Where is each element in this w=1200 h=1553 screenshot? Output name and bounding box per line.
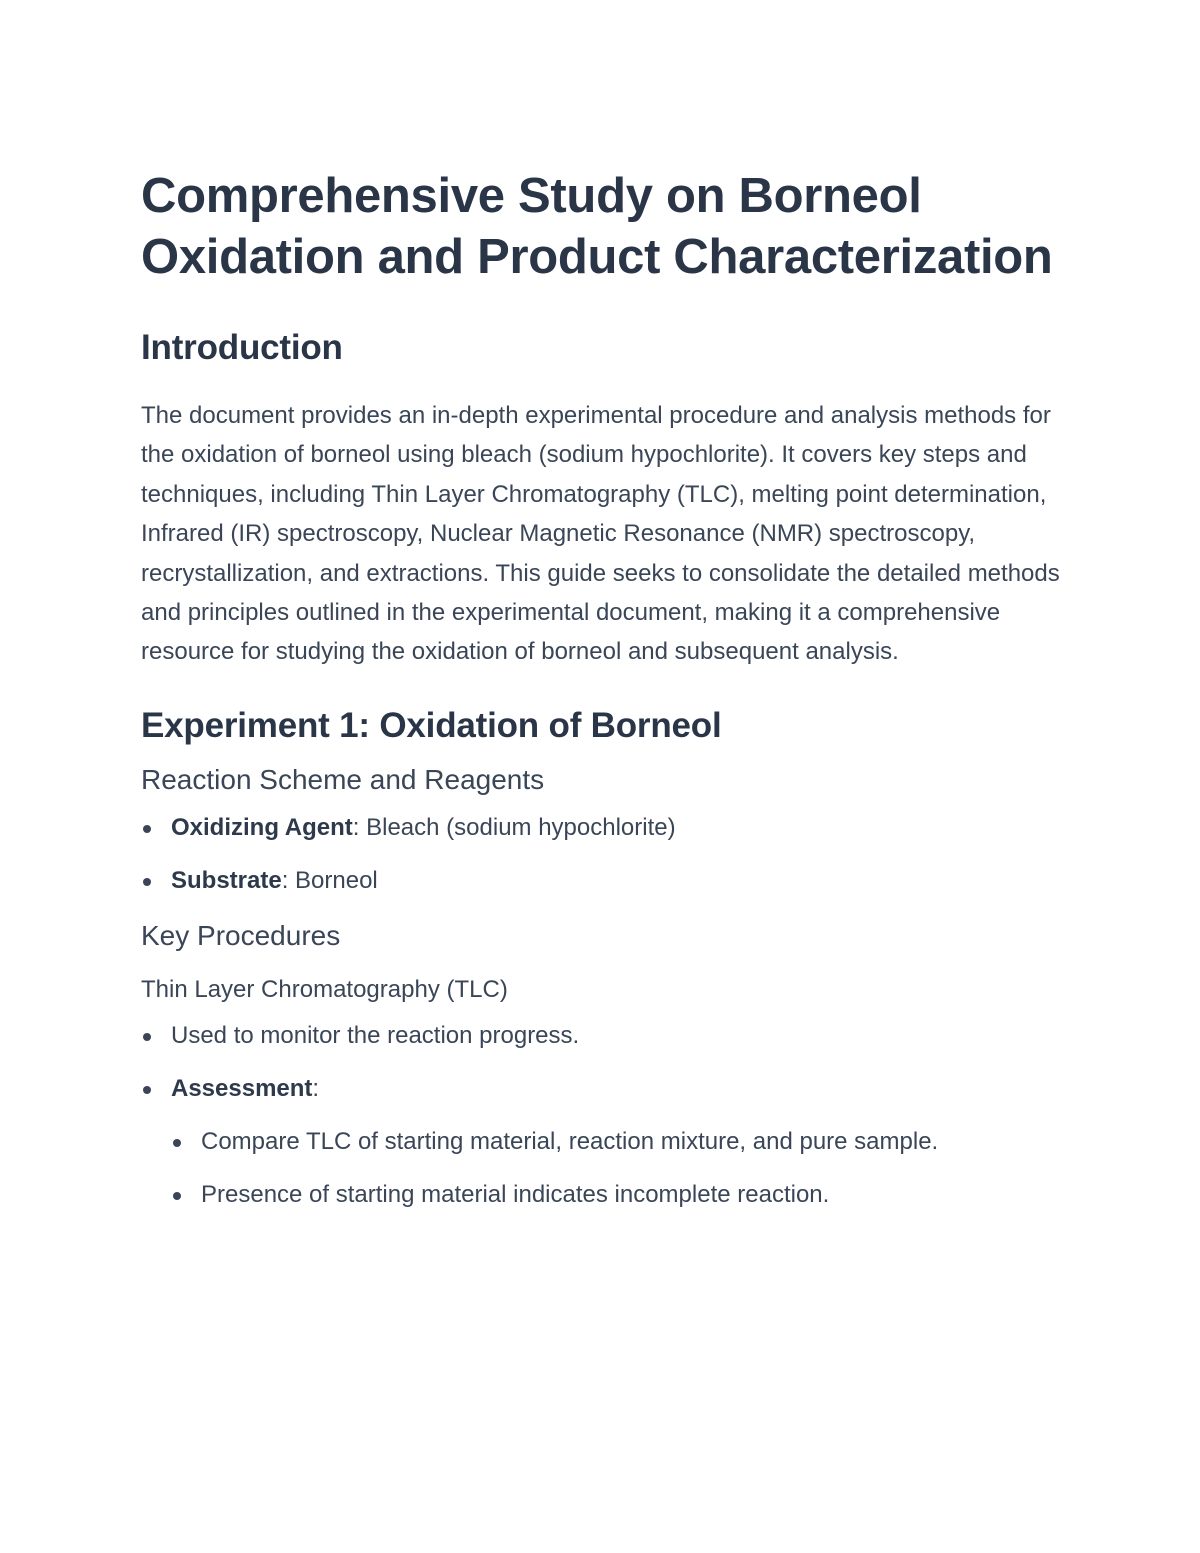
list-item-incomplete-reaction: Presence of starting material indicates incomplete reaction. — [171, 1179, 1061, 1211]
experiment-1-heading: Experiment 1: Oxidation of Borneol — [141, 705, 722, 745]
reagents-list — [141, 812, 1061, 897]
substrate-label: Substrate — [171, 866, 282, 894]
substrate-value: Borneol — [288, 866, 378, 894]
document-title: Comprehensive Study on Borneol Oxidation and Product Characterization — [141, 169, 1053, 284]
assessment-sub-list — [171, 1126, 1061, 1211]
list-item-substrate — [141, 865, 1061, 897]
list-item-monitor: Used to monitor the reaction progress. — [141, 1020, 1061, 1052]
document-page — [141, 166, 1061, 1232]
list-item-assessment — [141, 1073, 1061, 1211]
introduction-heading: Introduction — [141, 328, 343, 367]
oxidizing-agent-sep: : — [352, 813, 360, 841]
assessment-label: Assessment — [171, 1074, 313, 1102]
oxidizing-agent-value: Bleach (sodium hypochlorite) — [359, 813, 676, 841]
list-item-oxidizing-agent — [141, 812, 1061, 844]
key-procedures-heading: Key Procedures — [141, 919, 341, 951]
reaction-scheme-heading: Reaction Scheme and Reagents — [141, 763, 545, 795]
tlc-list — [141, 1020, 1061, 1211]
oxidizing-agent-label: Oxidizing Agent — [171, 813, 353, 841]
list-item-compare-tlc: Compare TLC of starting material, reaction mixture, and pure sample. — [171, 1126, 1061, 1158]
substrate-sep: : — [281, 866, 289, 894]
assessment-sep: : — [312, 1074, 320, 1102]
tlc-heading: Thin Layer Chromatography (TLC) — [141, 975, 508, 1003]
introduction-paragraph: The document provides an in-depth experimental procedure and analysis methods for the oxidation of borneol using bleach (sodium hypochlorite). It covers key steps and techniques, including Thin Layer Chromatography (TLC), melting point determination, Infrared (IR) spectroscopy, Nuclear Magnetic Resonance (NMR) spectroscopy, recrystallization, and extractions. This guide seeks to consolidate the detailed methods and principles outlined in the experimental document, making it a comprehensive resource for studying the oxidation of borneol and subsequent analysis. — [141, 402, 1060, 666]
